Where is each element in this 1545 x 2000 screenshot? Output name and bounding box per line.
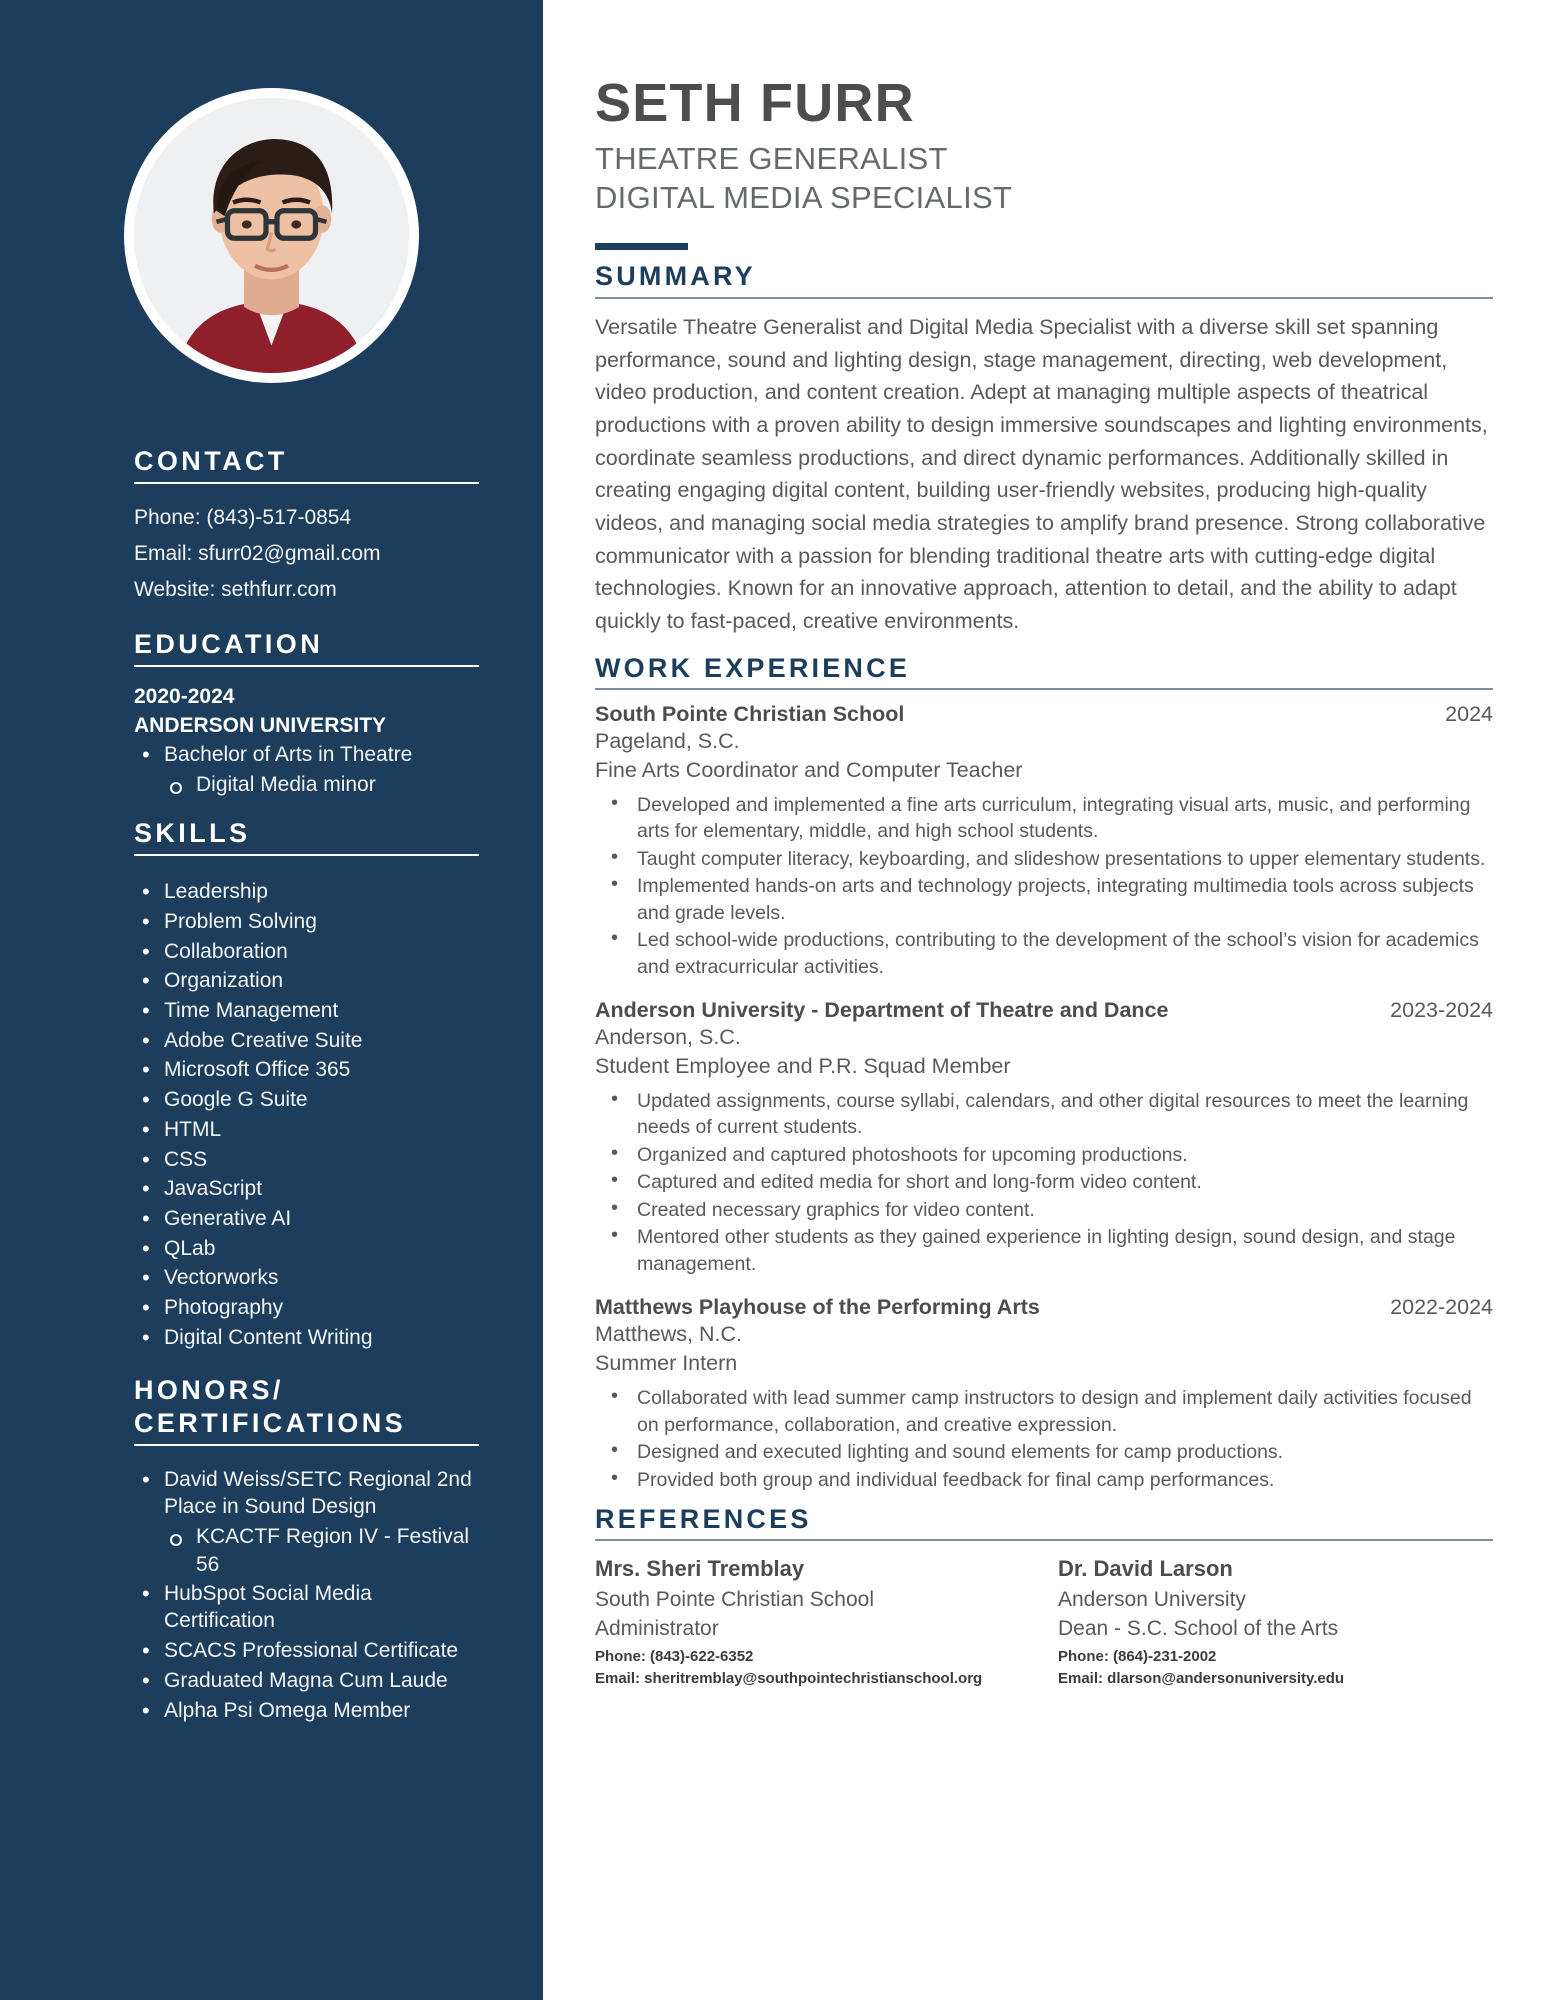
list-item: • David Weiss/SETC Regional 2nd Place in Sound Design [134,1466,479,1521]
list-item: • Leadership [134,878,479,906]
list-item: • Google G Suite [134,1086,479,1114]
job-entry [595,702,1493,980]
list-item: • Generative AI [134,1205,479,1233]
skills-list [134,878,479,1352]
job-location: Pageland, S.C. [595,728,740,753]
list-item: • Digital Content Writing [134,1324,479,1352]
spacer [595,982,1493,998]
contact-divider [134,482,479,484]
summary-text: Versatile Theatre Generalist and Digital Media Specialist with a diverse skill set spanning performance, sound and lighting design, stage management, directing, web development, video production, and content creation. Adept at managing multiple aspects of theatrical productions with a proven ability to design immersive soundscapes and lighting environments, coordinate seamless productions, and direct dynamic performances. Additionally skilled in creating engaging digital content, building user-friendly websites, producing high-quality videos, and managing social media strategies to amplify brand presence. Strong collaborative communicator with a passion for blending traditional theatre arts with cutting-edge digital technologies. Known for an innovative approach, attention to detail, and the ability to adapt quickly to fast-paced, creative environments. [595,314,1488,633]
job-entry [595,998,1493,1277]
reference-role: Dean - S.C. School of the Arts [1058,1617,1339,1641]
list-item: • Collaborated with lead summer camp instructors to design and implement daily activities focused on performance, collaboration, and creative expression. [595,1385,1493,1438]
skills-divider [134,854,479,856]
reference-entry [595,1553,1030,1689]
list-item: • Developed and implemented a fine arts curriculum, integrating visual arts, music, and performing arts for elementary, middle, and high school students. [595,792,1493,845]
honors-sublist [134,1523,479,1580]
main-content [543,0,1545,2000]
contact-website: Website: sethfurr.com [134,578,337,602]
sidebar [0,0,543,2000]
summary-heading: SUMMARY [595,261,756,292]
contact-heading: CONTACT [134,446,288,476]
list-item: • Problem Solving [134,908,479,936]
work-experience-divider [595,688,1493,690]
job-bullet-list [595,792,1493,981]
reference-organization: Anderson University [1058,1587,1246,1611]
contact-email: Email: sfurr02@gmail.com [134,542,381,566]
accent-bar [595,243,688,250]
education-school: ANDERSON UNIVERSITY [134,714,387,738]
honors-heading-line1: HONORS/ [134,1374,284,1405]
job-role: Fine Arts Coordinator and Computer Teacher [595,757,1023,782]
references-list [595,1553,1493,1689]
job-employer: Matthews Playhouse of the Performing Arts [595,1295,1040,1320]
job-location: Anderson, S.C. [595,1025,741,1050]
job-bullet-list [595,1088,1493,1278]
job-entry [595,1295,1493,1493]
honors-rest-list [134,1580,479,1725]
list-item: • Organized and captured photoshoots for upcoming productions. [595,1142,1493,1169]
list-item: • Led school-wide productions, contributing to the development of the school’s vision for academics and extracurricular activities. [595,927,1493,980]
list-item: • Bachelor of Arts in Theatre [134,741,479,769]
honors-heading-line2: CERTIFICATIONS [134,1407,407,1438]
list-item: • JavaScript [134,1175,479,1203]
page-title: SETH FURR [595,73,915,133]
reference-name: Mrs. Sheri Tremblay [595,1556,805,1582]
summary-section [595,260,1493,637]
reference-name: Dr. David Larson [1058,1556,1233,1582]
job-employer: Anderson University - Department of Theatre and Dance [595,998,1169,1023]
reference-organization: South Pointe Christian School [595,1587,874,1611]
honors-list [134,1466,479,1521]
reference-email: Email: dlarson@andersonuniversity.edu [1058,1669,1345,1687]
skills-heading: SKILLS [134,818,251,849]
contact-section [0,445,543,608]
list-item: • CSS [134,1146,479,1174]
reference-phone: Phone: (843)-622-6352 [595,1648,754,1666]
education-minor-list [134,771,479,799]
list-item: • QLab [134,1235,479,1263]
references-section [595,1503,1493,1689]
list-item: • Implemented hands-on arts and technology projects, integrating multimedia tools across subjects and grade levels. [595,873,1493,926]
list-item: • Adobe Creative Suite [134,1027,479,1055]
education-divider [134,665,479,667]
portrait-illustration [134,98,409,373]
list-item: • Created necessary graphics for video content. [595,1197,1493,1224]
job-header [595,1295,1493,1320]
reference-role: Administrator [595,1617,719,1641]
list-item: • Collaboration [134,938,479,966]
list-item: • Captured and edited media for short and long-form video content. [595,1169,1493,1196]
education-section [0,628,543,799]
subtitle-line-2: DIGITAL MEDIA SPECIALIST [595,180,1013,216]
subtitle-line-1: THEATRE GENERALIST [595,141,948,177]
job-header [595,998,1493,1023]
work-experience-heading: WORK EXPERIENCE [595,652,911,683]
list-item: • Organization [134,967,479,995]
reference-phone: Phone: (864)-231-2002 [1058,1648,1217,1666]
list-item: • Vectorworks [134,1264,479,1292]
job-dates: 2022-2024 [1390,1295,1493,1320]
skills-section [0,817,543,1351]
job-employer: South Pointe Christian School [595,701,905,726]
job-header [595,702,1493,727]
avatar [124,88,419,383]
list-item: • Provided both group and individual feedback for final camp performances. [595,1467,1493,1494]
list-item: • Designed and executed lighting and sound elements for camp productions. [595,1439,1493,1466]
list-item: Digital Media minor [134,771,479,799]
honors-section [0,1374,543,1725]
job-role: Student Employee and P.R. Squad Member [595,1053,1011,1078]
references-divider [595,1539,1493,1541]
job-list [595,702,1493,1493]
references-heading: REFERENCES [595,1504,812,1535]
work-experience-section [595,652,1493,1493]
list-item: • Photography [134,1294,479,1322]
list-item: • Graduated Magna Cum Laude [134,1667,479,1695]
job-dates: 2023-2024 [1390,998,1493,1023]
summary-divider [595,297,1493,299]
honors-divider [134,1444,479,1446]
list-item: • Taught computer literacy, keyboarding, and slideshow presentations to upper elementary students. [595,846,1493,873]
education-dates: 2020-2024 [134,685,235,709]
list-item: • Alpha Psi Omega Member [134,1697,479,1725]
list-item: • SCACS Professional Certificate [134,1637,479,1665]
spacer [595,1279,1493,1295]
job-bullet-list [595,1385,1493,1493]
contact-phone: Phone: (843)-517-0854 [134,505,352,529]
list-item: • Time Management [134,997,479,1025]
list-item: • Microsoft Office 365 [134,1056,479,1084]
job-dates: 2024 [1445,701,1493,726]
education-degree-list [134,741,479,769]
avatar-photo [134,98,409,373]
list-item: • Updated assignments, course syllabi, calendars, and other digital resources to meet the learning needs of current students. [595,1088,1493,1141]
job-location: Matthews, N.C. [595,1322,742,1347]
reference-entry [1058,1553,1493,1689]
education-heading: EDUCATION [134,629,324,660]
list-item: • HTML [134,1116,479,1144]
list-item: KCACTF Region IV - Festival 56 [134,1523,479,1580]
reference-email: Email: sheritremblay@southpointechristianschool.org [595,1669,983,1687]
list-item: • Mentored other students as they gained experience in lighting design, sound design, and stage management. [595,1224,1493,1277]
list-item: • HubSpot Social Media Certification [134,1580,479,1635]
job-role: Summer Intern [595,1351,738,1376]
